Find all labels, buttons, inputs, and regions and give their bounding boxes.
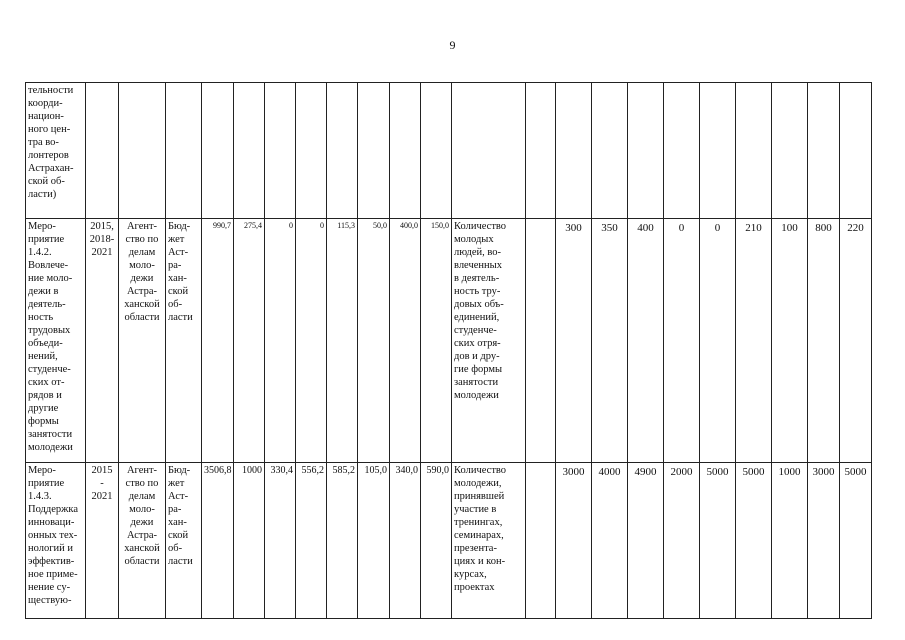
indicator-value-cell bbox=[592, 219, 628, 463]
indicator-cell bbox=[452, 463, 526, 619]
finance-cell-text: 990,7 bbox=[213, 221, 231, 230]
finance-cell bbox=[390, 219, 421, 463]
years-cell bbox=[86, 83, 119, 219]
funding-source-cell bbox=[166, 463, 202, 619]
indicator-value-cell-text: 3000 bbox=[812, 466, 835, 478]
indicator-value-cell-text: 400 bbox=[637, 222, 654, 234]
finance-cell bbox=[358, 219, 390, 463]
finance-cell-text: 105,0 bbox=[364, 465, 387, 476]
indicator-value-cell bbox=[840, 219, 872, 463]
finance-cell bbox=[202, 83, 234, 219]
finance-cell-text: 400,0 bbox=[400, 221, 418, 230]
finance-cell-text: 275,4 bbox=[244, 221, 262, 230]
indicator-value-cell bbox=[592, 83, 628, 219]
funding-source-cell-text: Бюд- жет Аст- ра- хан- ской об- ласти bbox=[168, 465, 193, 567]
indicator-value-cell-text: 220 bbox=[847, 222, 864, 234]
indicator-value-cell bbox=[772, 463, 808, 619]
finance-cell bbox=[202, 463, 234, 619]
finance-cell bbox=[265, 219, 296, 463]
indicator-value-cell bbox=[736, 83, 772, 219]
finance-cell-text: 150,0 bbox=[431, 221, 449, 230]
funding-source-cell-text: Бюд- жет Аст- ра- хан- ской об- ласти bbox=[168, 221, 193, 323]
indicator-value-cell bbox=[526, 83, 556, 219]
finance-cell-text: 556,2 bbox=[301, 465, 324, 476]
table-row bbox=[26, 463, 904, 619]
indicator-value-cell bbox=[628, 463, 664, 619]
indicator-value-cell-text: 5000 bbox=[844, 466, 867, 478]
finance-cell bbox=[296, 463, 327, 619]
finance-cell-text: 0 bbox=[320, 221, 324, 230]
finance-cell bbox=[296, 83, 327, 219]
indicator-value-cell bbox=[736, 463, 772, 619]
activity-name-cell bbox=[26, 219, 86, 463]
finance-cell bbox=[202, 219, 234, 463]
indicator-value-cell-text: 100 bbox=[781, 222, 798, 234]
years-cell-text: 2015, 2018- 2021 bbox=[89, 221, 115, 258]
indicator-value-cell-text: 4000 bbox=[598, 466, 621, 478]
finance-cell-text: 340,0 bbox=[395, 465, 418, 476]
finance-cell bbox=[265, 463, 296, 619]
finance-cell bbox=[234, 463, 265, 619]
years-cell bbox=[86, 463, 119, 619]
years-cell bbox=[86, 219, 119, 463]
indicator-value-cell bbox=[736, 219, 772, 463]
finance-cell bbox=[296, 219, 327, 463]
indicator-value-cell-text: 5000 bbox=[742, 466, 765, 478]
indicator-value-cell bbox=[556, 83, 592, 219]
indicator-value-cell-text: 300 bbox=[565, 222, 582, 234]
activity-name-cell bbox=[26, 463, 86, 619]
indicator-value-cell bbox=[664, 219, 700, 463]
finance-cell-text: 585,2 bbox=[332, 465, 355, 476]
table-row bbox=[26, 83, 904, 219]
finance-cell-text: 115,3 bbox=[337, 221, 355, 230]
finance-cell bbox=[327, 219, 358, 463]
finance-cell bbox=[358, 83, 390, 219]
indicator-value-cell bbox=[526, 463, 556, 619]
finance-cell bbox=[390, 83, 421, 219]
funding-source-cell bbox=[166, 219, 202, 463]
page-number: 9 bbox=[449, 38, 456, 52]
finance-cell-text: 330,4 bbox=[270, 465, 293, 476]
indicator-value-cell-text: 4900 bbox=[634, 466, 657, 478]
finance-cell bbox=[421, 219, 452, 463]
indicator-value-cell bbox=[808, 463, 840, 619]
indicator-value-cell bbox=[808, 83, 840, 219]
executor-cell bbox=[119, 219, 166, 463]
finance-cell bbox=[390, 463, 421, 619]
indicator-value-cell bbox=[700, 463, 736, 619]
finance-cell bbox=[358, 463, 390, 619]
finance-cell bbox=[234, 219, 265, 463]
finance-cell bbox=[327, 463, 358, 619]
activity-name-cell-text: Меро- приятие 1.4.3. Поддержка инноваци- онных тех- нологий и эффектив- ное приме- нение су- ществую- bbox=[28, 465, 78, 606]
finance-cell-text: 0 bbox=[289, 221, 293, 230]
activity-name-cell bbox=[26, 83, 86, 219]
indicator-value-cell-text: 3000 bbox=[562, 466, 585, 478]
indicator-value-cell-text: 800 bbox=[815, 222, 832, 234]
indicator-value-cell bbox=[526, 219, 556, 463]
finance-cell-text: 50,0 bbox=[373, 221, 387, 230]
indicator-value-cell bbox=[556, 219, 592, 463]
indicator-value-cell-text: 0 bbox=[714, 222, 721, 234]
indicator-value-cell-text: 210 bbox=[745, 222, 762, 234]
indicator-value-cell-text: 1000 bbox=[778, 466, 801, 478]
indicator-value-cell-text: 2000 bbox=[670, 466, 693, 478]
indicator-value-cell bbox=[840, 463, 872, 619]
table-body bbox=[26, 83, 904, 619]
executor-cell bbox=[119, 463, 166, 619]
finance-cell bbox=[421, 463, 452, 619]
indicator-value-cell bbox=[556, 463, 592, 619]
indicator-value-cell bbox=[772, 219, 808, 463]
finance-cell bbox=[234, 83, 265, 219]
indicator-cell bbox=[452, 219, 526, 463]
executor-cell bbox=[119, 83, 166, 219]
program-activities-table bbox=[25, 82, 904, 619]
indicator-value-cell bbox=[664, 83, 700, 219]
indicator-cell-text: Количество молодежи, принявшей участие в тренингах, семинарах, презента- циях и кон- курсах, проектах bbox=[454, 465, 507, 593]
finance-cell bbox=[327, 83, 358, 219]
table-row bbox=[26, 219, 904, 463]
indicator-value-cell-text: 350 bbox=[601, 222, 618, 234]
activity-name-cell-text: Меро- приятие 1.4.2. Вовлече- ние моло- дежи в деятель- ность трудовых объеди- нений, студенче- ских от- рядов и другие формы занятости молодежи bbox=[28, 221, 73, 453]
indicator-value-cell-text: 5000 bbox=[706, 466, 729, 478]
indicator-value-cell bbox=[592, 463, 628, 619]
activity-name-cell-text: тельности коорди- национ- ного цен- тра во- лонтеров Астрахан- ской об- ласти) bbox=[28, 85, 74, 200]
indicator-value-cell bbox=[840, 83, 872, 219]
finance-cell-text: 590,0 bbox=[426, 465, 449, 476]
indicator-cell bbox=[452, 83, 526, 219]
executor-cell-text: Агент- ство по делам моло- дежи Астра- ханской области bbox=[124, 465, 160, 567]
indicator-value-cell bbox=[808, 219, 840, 463]
funding-source-cell bbox=[166, 83, 202, 219]
years-cell-text: 2015 - 2021 bbox=[91, 465, 113, 502]
finance-cell bbox=[265, 83, 296, 219]
finance-cell-text: 3506,8 bbox=[204, 465, 232, 476]
indicator-cell-text: Количество молодых людей, во- влеченных в деятель- ность тру- довых объ- единений, студенче- ских отря- дов и дру- гие формы занятости молодежи bbox=[454, 221, 507, 401]
indicator-value-cell bbox=[700, 83, 736, 219]
executor-cell-text: Агент- ство по делам моло- дежи Астра- ханской области bbox=[124, 221, 160, 323]
indicator-value-cell bbox=[628, 83, 664, 219]
indicator-value-cell bbox=[772, 83, 808, 219]
indicator-value-cell bbox=[664, 463, 700, 619]
finance-cell-text: 1000 bbox=[242, 465, 262, 476]
indicator-value-cell bbox=[700, 219, 736, 463]
indicator-value-cell bbox=[628, 219, 664, 463]
indicator-value-cell-text: 0 bbox=[678, 222, 685, 234]
finance-cell bbox=[421, 83, 452, 219]
